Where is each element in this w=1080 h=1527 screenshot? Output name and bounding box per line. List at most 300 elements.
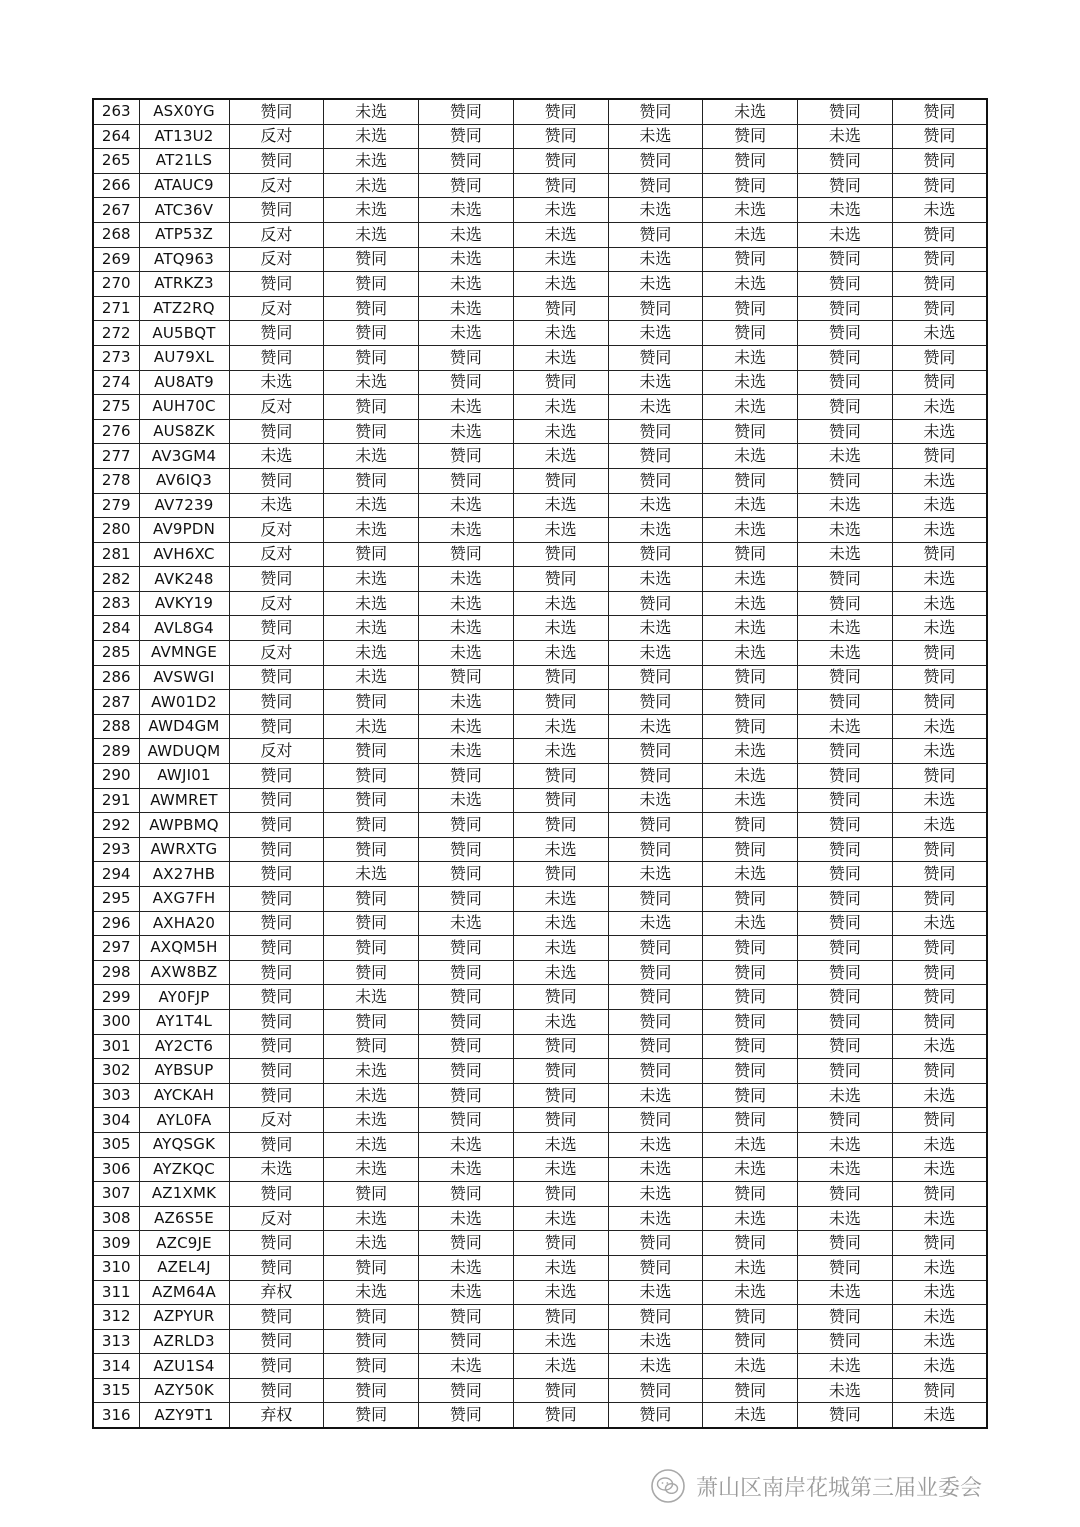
- vote-cell: 未选: [419, 591, 514, 616]
- vote-cell: 赞同: [419, 444, 514, 469]
- table-row: [93, 247, 987, 272]
- vote-cell: 未选: [798, 1206, 893, 1231]
- table-row: [93, 1329, 987, 1354]
- vote-cell: 未选: [324, 985, 419, 1010]
- vote-cell: 未选: [608, 1329, 703, 1354]
- table-row: [93, 395, 987, 420]
- vote-cell: 赞同: [229, 911, 324, 936]
- table-row: [93, 665, 987, 690]
- vote-cell: 未选: [608, 567, 703, 592]
- vote-cell: 赞同: [419, 1009, 514, 1034]
- vote-cell: 赞同: [798, 936, 893, 961]
- vote-cell: 未选: [324, 518, 419, 543]
- vote-cell: 赞同: [513, 124, 608, 149]
- row-number: 284: [93, 616, 139, 641]
- vote-cell: 未选: [513, 493, 608, 518]
- vote-cell: 赞同: [419, 1182, 514, 1207]
- vote-cell: 赞同: [798, 788, 893, 813]
- vote-cell: 赞同: [608, 542, 703, 567]
- vote-cell: 未选: [798, 1280, 893, 1305]
- vote-cell: 反对: [229, 641, 324, 666]
- vote-cell: 未选: [513, 1255, 608, 1280]
- vote-cell: 弃权: [229, 1403, 324, 1428]
- vote-cell: 赞同: [513, 788, 608, 813]
- vote-cell: 赞同: [703, 887, 798, 912]
- vote-cell: 赞同: [892, 1009, 987, 1034]
- vote-cell: 反对: [229, 296, 324, 321]
- vote-cell: 未选: [608, 198, 703, 223]
- vote-cell: 赞同: [229, 149, 324, 174]
- vote-cell: 赞同: [513, 370, 608, 395]
- vote-cell: 未选: [419, 518, 514, 543]
- vote-cell: 未选: [798, 542, 893, 567]
- vote-cell: 未选: [608, 1182, 703, 1207]
- vote-cell: 未选: [229, 1157, 324, 1182]
- vote-cell: 赞同: [798, 837, 893, 862]
- vote-cell: 赞同: [703, 1378, 798, 1403]
- vote-cell: 未选: [513, 395, 608, 420]
- table-row: [93, 99, 987, 124]
- vote-cell: 未选: [324, 124, 419, 149]
- vote-cell: 未选: [513, 198, 608, 223]
- voter-code: AZM64A: [139, 1280, 229, 1305]
- vote-cell: 赞同: [419, 542, 514, 567]
- vote-cell: 未选: [419, 247, 514, 272]
- vote-cell: 赞同: [798, 985, 893, 1010]
- vote-cell: 赞同: [703, 985, 798, 1010]
- voter-code: AV9PDN: [139, 518, 229, 543]
- vote-cell: 未选: [892, 1280, 987, 1305]
- vote-cell: 赞同: [229, 1255, 324, 1280]
- vote-cell: 赞同: [608, 149, 703, 174]
- vote-cell: 赞同: [608, 665, 703, 690]
- vote-cell: 赞同: [798, 419, 893, 444]
- voter-code: AU5BQT: [139, 321, 229, 346]
- vote-cell: 赞同: [703, 960, 798, 985]
- vote-cell: 赞同: [608, 444, 703, 469]
- vote-cell: 未选: [324, 370, 419, 395]
- vote-cell: 赞同: [229, 1329, 324, 1354]
- vote-cell: 赞同: [798, 813, 893, 838]
- vote-cell: 未选: [513, 887, 608, 912]
- vote-cell: 未选: [513, 518, 608, 543]
- vote-cell: 赞同: [229, 419, 324, 444]
- vote-cell: 赞同: [892, 641, 987, 666]
- vote-cell: 赞同: [229, 272, 324, 297]
- row-number: 309: [93, 1231, 139, 1256]
- vote-cell: 赞同: [798, 99, 893, 124]
- row-number: 306: [93, 1157, 139, 1182]
- vote-cell: 未选: [798, 198, 893, 223]
- vote-cell: 未选: [798, 444, 893, 469]
- voter-code: AZC9JE: [139, 1231, 229, 1256]
- vote-cell: 赞同: [229, 198, 324, 223]
- vote-cell: 赞同: [324, 837, 419, 862]
- voter-code: AUH70C: [139, 395, 229, 420]
- row-number: 269: [93, 247, 139, 272]
- vote-cell: 未选: [513, 1157, 608, 1182]
- vote-cell: 未选: [703, 1354, 798, 1379]
- vote-cell: 未选: [419, 1132, 514, 1157]
- voter-code: AYBSUP: [139, 1059, 229, 1084]
- vote-cell: 未选: [419, 911, 514, 936]
- vote-cell: 未选: [608, 1083, 703, 1108]
- vote-cell: 未选: [608, 124, 703, 149]
- vote-cell: 赞同: [229, 321, 324, 346]
- vote-cell: 未选: [608, 272, 703, 297]
- vote-cell: 赞同: [798, 1305, 893, 1330]
- vote-cell: 赞同: [513, 862, 608, 887]
- vote-cell: 未选: [324, 714, 419, 739]
- vote-cell: 赞同: [892, 1378, 987, 1403]
- vote-cell: 赞同: [324, 1378, 419, 1403]
- vote-cell: 赞同: [229, 1378, 324, 1403]
- vote-cell: 未选: [892, 1354, 987, 1379]
- table-row: [93, 1182, 987, 1207]
- vote-cell: 未选: [798, 616, 893, 641]
- vote-cell: 未选: [419, 296, 514, 321]
- voter-code: AU8AT9: [139, 370, 229, 395]
- row-number: 291: [93, 788, 139, 813]
- vote-cell: 反对: [229, 247, 324, 272]
- vote-cell: 赞同: [798, 370, 893, 395]
- vote-cell: 赞同: [608, 1108, 703, 1133]
- vote-cell: 未选: [608, 395, 703, 420]
- vote-cell: 未选: [608, 518, 703, 543]
- row-number: 289: [93, 739, 139, 764]
- voter-code: AY0FJP: [139, 985, 229, 1010]
- vote-cell: 未选: [324, 641, 419, 666]
- table-row: [93, 739, 987, 764]
- voter-code: AZY50K: [139, 1378, 229, 1403]
- voter-code: AWDUQM: [139, 739, 229, 764]
- vote-cell: 未选: [608, 911, 703, 936]
- vote-cell: 赞同: [892, 149, 987, 174]
- table-row: [93, 1083, 987, 1108]
- vote-cell: 赞同: [229, 1132, 324, 1157]
- row-number: 275: [93, 395, 139, 420]
- vote-cell: 赞同: [324, 1329, 419, 1354]
- vote-cell: 赞同: [608, 985, 703, 1010]
- vote-cell: 赞同: [892, 99, 987, 124]
- vote-cell: 未选: [419, 493, 514, 518]
- vote-cell: 赞同: [419, 370, 514, 395]
- vote-cell: 未选: [703, 395, 798, 420]
- vote-cell: 赞同: [798, 1231, 893, 1256]
- vote-cell: 未选: [703, 567, 798, 592]
- vote-cell: 赞同: [419, 1329, 514, 1354]
- vote-cell: 未选: [892, 591, 987, 616]
- vote-cell: 赞同: [324, 296, 419, 321]
- table-row: [93, 468, 987, 493]
- vote-cell: 反对: [229, 222, 324, 247]
- vote-cell: 赞同: [324, 542, 419, 567]
- vote-cell: 赞同: [513, 1108, 608, 1133]
- vote-cell: 赞同: [703, 419, 798, 444]
- row-number: 313: [93, 1329, 139, 1354]
- vote-cell: 未选: [419, 616, 514, 641]
- table-row: [93, 837, 987, 862]
- vote-cell: 未选: [324, 1206, 419, 1231]
- vote-cell: 赞同: [608, 1305, 703, 1330]
- vote-cell: 未选: [608, 788, 703, 813]
- table-row: [93, 1108, 987, 1133]
- vote-cell: 赞同: [419, 124, 514, 149]
- vote-cell: 未选: [608, 493, 703, 518]
- vote-cell: 赞同: [608, 739, 703, 764]
- row-number: 311: [93, 1280, 139, 1305]
- vote-cell: 赞同: [419, 887, 514, 912]
- vote-cell: 赞同: [703, 1059, 798, 1084]
- vote-cell: 赞同: [798, 468, 893, 493]
- vote-cell: 赞同: [798, 1009, 893, 1034]
- vote-cell: 赞同: [324, 1255, 419, 1280]
- vote-cell: 未选: [608, 1132, 703, 1157]
- table-row: [93, 1059, 987, 1084]
- vote-cell: 赞同: [798, 395, 893, 420]
- vote-cell: 赞同: [324, 395, 419, 420]
- vote-cell: 赞同: [419, 99, 514, 124]
- vote-cell: 赞同: [324, 911, 419, 936]
- vote-cell: 赞同: [798, 1403, 893, 1428]
- vote-cell: 赞同: [229, 714, 324, 739]
- vote-cell: 赞同: [892, 862, 987, 887]
- vote-cell: 未选: [324, 862, 419, 887]
- vote-cell: 赞同: [798, 321, 893, 346]
- vote-cell: 赞同: [229, 837, 324, 862]
- row-number: 294: [93, 862, 139, 887]
- vote-cell: 赞同: [892, 1231, 987, 1256]
- voter-code: ASX0YG: [139, 99, 229, 124]
- vote-cell: 赞同: [608, 1059, 703, 1084]
- vote-cell: 赞同: [798, 764, 893, 789]
- vote-cell: 未选: [703, 911, 798, 936]
- vote-cell: 赞同: [608, 960, 703, 985]
- vote-cell: 未选: [703, 764, 798, 789]
- row-number: 308: [93, 1206, 139, 1231]
- vote-cell: 赞同: [419, 1083, 514, 1108]
- vote-cell: 未选: [703, 1280, 798, 1305]
- table-row: [93, 1280, 987, 1305]
- vote-cell: 赞同: [324, 887, 419, 912]
- vote-cell: 未选: [324, 567, 419, 592]
- vote-cell: 赞同: [229, 1059, 324, 1084]
- table-row: [93, 936, 987, 961]
- vote-cell: 赞同: [324, 419, 419, 444]
- vote-cell: 赞同: [892, 1182, 987, 1207]
- vote-cell: 未选: [703, 493, 798, 518]
- row-number: 282: [93, 567, 139, 592]
- vote-cell: 赞同: [608, 1403, 703, 1428]
- row-number: 279: [93, 493, 139, 518]
- vote-cell: 未选: [798, 222, 893, 247]
- vote-cell: 赞同: [324, 690, 419, 715]
- row-number: 315: [93, 1378, 139, 1403]
- vote-cell: 赞同: [513, 1305, 608, 1330]
- vote-cell: 未选: [703, 739, 798, 764]
- vote-cell: 赞同: [324, 813, 419, 838]
- vote-cell: 赞同: [324, 1305, 419, 1330]
- watermark-text: 萧山区南岸花城第三届业委会: [696, 1475, 983, 1501]
- table-row: [93, 788, 987, 813]
- vote-cell: 赞同: [703, 296, 798, 321]
- voter-code: AZY9T1: [139, 1403, 229, 1428]
- vote-cell: 赞同: [229, 99, 324, 124]
- table-row: [93, 911, 987, 936]
- table-row: [93, 1403, 987, 1428]
- vote-cell: 赞同: [324, 788, 419, 813]
- vote-cell: 未选: [419, 714, 514, 739]
- vote-cell: 赞同: [798, 1255, 893, 1280]
- table-body: [93, 99, 987, 1428]
- vote-cell: 未选: [608, 862, 703, 887]
- table-row: [93, 272, 987, 297]
- vote-cell: 赞同: [419, 665, 514, 690]
- vote-cell: 赞同: [703, 714, 798, 739]
- vote-cell: 赞同: [892, 247, 987, 272]
- vote-cell: 赞同: [513, 542, 608, 567]
- vote-cell: 赞同: [513, 1059, 608, 1084]
- vote-cell: 赞同: [513, 1034, 608, 1059]
- voter-code: AWPBMQ: [139, 813, 229, 838]
- vote-cell: 赞同: [419, 764, 514, 789]
- vote-cell: 未选: [892, 1034, 987, 1059]
- vote-cell: 赞同: [513, 1231, 608, 1256]
- vote-cell: 未选: [513, 1329, 608, 1354]
- vote-cell: 赞同: [892, 985, 987, 1010]
- vote-cell: 赞同: [608, 591, 703, 616]
- vote-cell: 未选: [892, 616, 987, 641]
- row-number: 303: [93, 1083, 139, 1108]
- table-row: [93, 542, 987, 567]
- voter-code: AWD4GM: [139, 714, 229, 739]
- vote-cell: 赞同: [892, 690, 987, 715]
- vote-cell: 未选: [703, 862, 798, 887]
- vote-cell: 未选: [798, 1157, 893, 1182]
- vote-cell: 未选: [513, 837, 608, 862]
- vote-cell: 赞同: [229, 862, 324, 887]
- vote-cell: 未选: [892, 1403, 987, 1428]
- table-row: [93, 198, 987, 223]
- voter-code: AXW8BZ: [139, 960, 229, 985]
- row-number: 283: [93, 591, 139, 616]
- voter-code: AVMNGE: [139, 641, 229, 666]
- vote-cell: 赞同: [513, 1182, 608, 1207]
- vote-cell: 赞同: [513, 690, 608, 715]
- row-number: 274: [93, 370, 139, 395]
- vote-cell: 未选: [513, 911, 608, 936]
- voter-code: AVKY19: [139, 591, 229, 616]
- row-number: 298: [93, 960, 139, 985]
- vote-cell: 未选: [608, 1206, 703, 1231]
- vote-cell: 未选: [324, 591, 419, 616]
- table-row: [93, 518, 987, 543]
- vote-cell: 未选: [798, 493, 893, 518]
- vote-cell: 未选: [419, 222, 514, 247]
- row-number: 304: [93, 1108, 139, 1133]
- vote-cell: 未选: [513, 222, 608, 247]
- vote-cell: 未选: [324, 493, 419, 518]
- voter-code: AYL0FA: [139, 1108, 229, 1133]
- vote-cell: 赞同: [703, 837, 798, 862]
- vote-cell: 未选: [608, 1280, 703, 1305]
- vote-cell: 赞同: [324, 1182, 419, 1207]
- table-row: [93, 813, 987, 838]
- vote-cell: 赞同: [703, 124, 798, 149]
- vote-cell: 赞同: [798, 862, 893, 887]
- vote-cell: 未选: [798, 1378, 893, 1403]
- vote-cell: 赞同: [608, 813, 703, 838]
- vote-cell: 未选: [419, 395, 514, 420]
- vote-cell: 赞同: [892, 222, 987, 247]
- vote-cell: 赞同: [229, 345, 324, 370]
- vote-cell: 未选: [892, 813, 987, 838]
- vote-cell: 未选: [703, 1403, 798, 1428]
- vote-cell: 赞同: [419, 1305, 514, 1330]
- vote-cell: 赞同: [324, 739, 419, 764]
- vote-cell: 赞同: [513, 1083, 608, 1108]
- vote-cell: 未选: [513, 960, 608, 985]
- vote-cell: 赞同: [608, 173, 703, 198]
- voter-code: AXG7FH: [139, 887, 229, 912]
- vote-cell: 赞同: [703, 247, 798, 272]
- vote-cell: 赞同: [798, 149, 893, 174]
- vote-cell: 未选: [892, 1132, 987, 1157]
- vote-cell: 未选: [703, 345, 798, 370]
- vote-cell: 未选: [703, 518, 798, 543]
- table-row: [93, 690, 987, 715]
- row-number: 297: [93, 936, 139, 961]
- table-row: [93, 1157, 987, 1182]
- voter-code: AXHA20: [139, 911, 229, 936]
- vote-cell: 赞同: [798, 1059, 893, 1084]
- vote-cell: 赞同: [608, 1255, 703, 1280]
- vote-cell: 未选: [892, 321, 987, 346]
- vote-cell: 未选: [703, 788, 798, 813]
- row-number: 280: [93, 518, 139, 543]
- voter-code: AVK248: [139, 567, 229, 592]
- table-row: [93, 1206, 987, 1231]
- vote-cell: 赞同: [229, 690, 324, 715]
- vote-cell: 赞同: [324, 764, 419, 789]
- vote-cell: 未选: [513, 444, 608, 469]
- vote-cell: 未选: [419, 272, 514, 297]
- table-row: [93, 345, 987, 370]
- vote-cell: 未选: [892, 739, 987, 764]
- table-row: [93, 764, 987, 789]
- vote-cell: 未选: [892, 714, 987, 739]
- vote-cell: 未选: [513, 272, 608, 297]
- vote-cell: 赞同: [513, 665, 608, 690]
- vote-cell: 未选: [419, 690, 514, 715]
- vote-cell: 未选: [703, 370, 798, 395]
- voter-code: AWRXTG: [139, 837, 229, 862]
- vote-cell: 未选: [608, 321, 703, 346]
- voter-code: ATQ963: [139, 247, 229, 272]
- row-number: 286: [93, 665, 139, 690]
- vote-cell: 赞同: [798, 247, 893, 272]
- vote-cell: 赞同: [703, 542, 798, 567]
- table-row: [93, 1009, 987, 1034]
- vote-cell: 未选: [703, 1206, 798, 1231]
- table-row: [93, 567, 987, 592]
- vote-cell: 赞同: [798, 567, 893, 592]
- vote-cell: 未选: [608, 1157, 703, 1182]
- vote-cell: 赞同: [419, 468, 514, 493]
- vote-cell: 赞同: [229, 788, 324, 813]
- vote-cell: 未选: [419, 1354, 514, 1379]
- vote-cell: 赞同: [608, 468, 703, 493]
